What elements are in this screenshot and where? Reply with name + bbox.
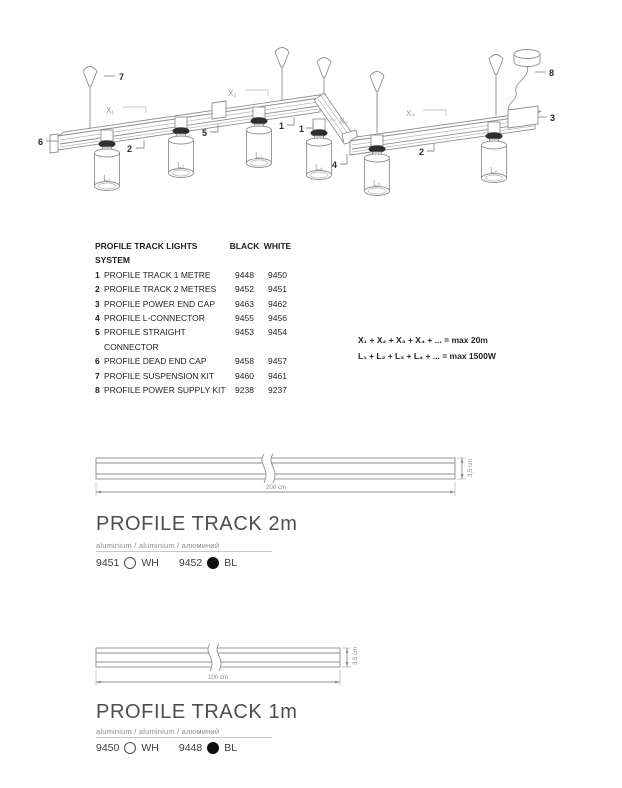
span-x4-label: X₄ [406,109,415,118]
max-power-formula: L₁ + L₂ + L₃ + L₄ + ... = max 1500W [358,350,496,361]
row-white-code: 9462 [268,298,287,309]
row-black-code: 9463 [235,298,254,309]
row-black-code: 9238 [235,385,254,396]
lamp-label: L₅ [373,179,381,188]
track-2m-drawing [0,450,622,505]
finish-wh: WH [141,557,159,569]
callout-2-label: 2 [127,144,133,154]
callout-2b-label: 2 [419,147,425,157]
length-dim-label: 100 cm [208,675,228,681]
row-num: 1 [95,269,100,280]
row-num: 7 [95,370,100,381]
row-white-code: 9461 [268,370,287,381]
row-white-code: 9451 [268,284,287,295]
track-1m-drawing [0,640,622,695]
lamp-label: L₁ [103,174,111,183]
row-black-code: 9448 [235,269,254,280]
row-num: 4 [95,313,100,324]
callout-1b-label: 1 [299,124,305,134]
span-x3-label: X₃ [339,117,348,126]
max-length-formula: X₁ + X₂ + X₃ + X₄ + ... = max 20m [358,335,488,345]
callout-5-label: 5 [202,128,208,138]
dead-end-cap [50,134,58,153]
power-supply-kit [508,50,540,113]
black-swatch-icon [207,557,219,569]
variant-codes [96,557,237,569]
row-name: PROFILE SUSPENSION KIT [104,370,215,381]
code-bl: 9452 [178,557,203,569]
power-supply-top [514,50,540,59]
row-num: 6 [95,356,100,367]
row-black-code: 9458 [235,356,254,367]
black-swatch-icon [207,742,219,754]
row-name: PROFILE POWER SUPPLY KIT [104,385,226,396]
lamp-label: L₃ [255,151,263,160]
span-x1-label: X₁ [106,106,115,115]
height-dim-label: 3,5 cm [468,458,474,477]
row-name: PROFILE TRACK 1 METRE [104,269,211,280]
suspension-cone-icon [317,58,331,78]
row-num: 5 [95,327,100,338]
suspension-cone-icon [370,72,384,92]
callout-3-label: 3 [550,113,556,123]
product-title: PROFILE TRACK 1m [96,701,298,723]
product-track-1m [0,640,622,788]
power-cable [508,66,527,112]
table-row [95,354,294,368]
row-black-code: 9452 [235,284,254,295]
table-row [95,325,294,354]
code-wh: 9450 [96,742,120,754]
divider [96,551,272,552]
lamp-label: L₄ [315,163,323,172]
finish-wh: WH [141,742,159,754]
row-name: PROFILE POWER END CAP [104,298,215,309]
row-white-code: 9456 [268,313,287,324]
row-white-code: 9450 [268,269,287,280]
suspension-cone-icon [275,48,289,68]
white-swatch-icon [124,742,136,754]
row-black-code: 9460 [235,370,254,381]
callout-8-label: 8 [549,68,555,78]
materials-line: aluminium / aluminium / алюминий [96,727,220,736]
row-name: PROFILE DEAD END CAP [104,356,207,367]
row-white-code: 9454 [268,327,287,338]
length-dim-label: 200 cm [266,485,286,491]
row-name: PROFILE STRAIGHT CONNECTOR [104,327,186,352]
code-wh: 9451 [96,557,120,569]
callout-1a-label: 1 [279,121,285,131]
lamp-label: L₆ [490,166,498,175]
row-num: 8 [95,385,100,396]
row-name: PROFILE L-CONNECTOR [104,313,205,324]
product-title: PROFILE TRACK 2m [96,513,298,535]
row-white-code: 9457 [268,356,287,367]
table-title: PROFILE TRACK LIGHTS SYSTEM [95,241,198,266]
row-white-code: 9237 [268,385,287,396]
system-limits [358,333,496,364]
row-num: 3 [95,298,100,309]
column-black: BLACK [229,241,260,251]
table-row [95,369,294,383]
callout-7-label: 7 [119,72,125,82]
row-black-code: 9453 [235,327,254,338]
white-swatch-icon [124,557,136,569]
materials-line: aluminium / aluminium / алюминий [96,541,220,550]
finish-bl: BL [224,557,238,569]
callout-4-label: 4 [332,160,338,170]
code-bl: 9448 [178,742,203,754]
table-row [95,311,294,325]
suspension-cone-icon [83,67,97,87]
finish-bl: BL [224,742,238,754]
parts-table [95,239,294,397]
span-x2-label: X₂ [228,89,237,98]
table-row [95,282,294,296]
callout-6-label: 6 [38,137,44,147]
height-dim-label: 3,5 cm [353,646,359,665]
row-num: 2 [95,284,100,295]
straight-connector-block [212,101,226,119]
row-name: PROFILE TRACK 2 METRES [104,284,217,295]
system-diagram [0,0,622,235]
table-row [95,383,294,397]
product-track-2m [0,450,622,640]
parts-table-header [95,239,294,268]
suspension-cone-icon [489,55,503,75]
variant-codes [96,742,237,754]
table-row [95,297,294,311]
divider [96,737,272,738]
lamp-label: L₂ [177,161,185,170]
column-white: WHITE [263,241,292,251]
table-row [95,268,294,282]
row-black-code: 9455 [235,313,254,324]
power-end-cap [508,106,538,128]
